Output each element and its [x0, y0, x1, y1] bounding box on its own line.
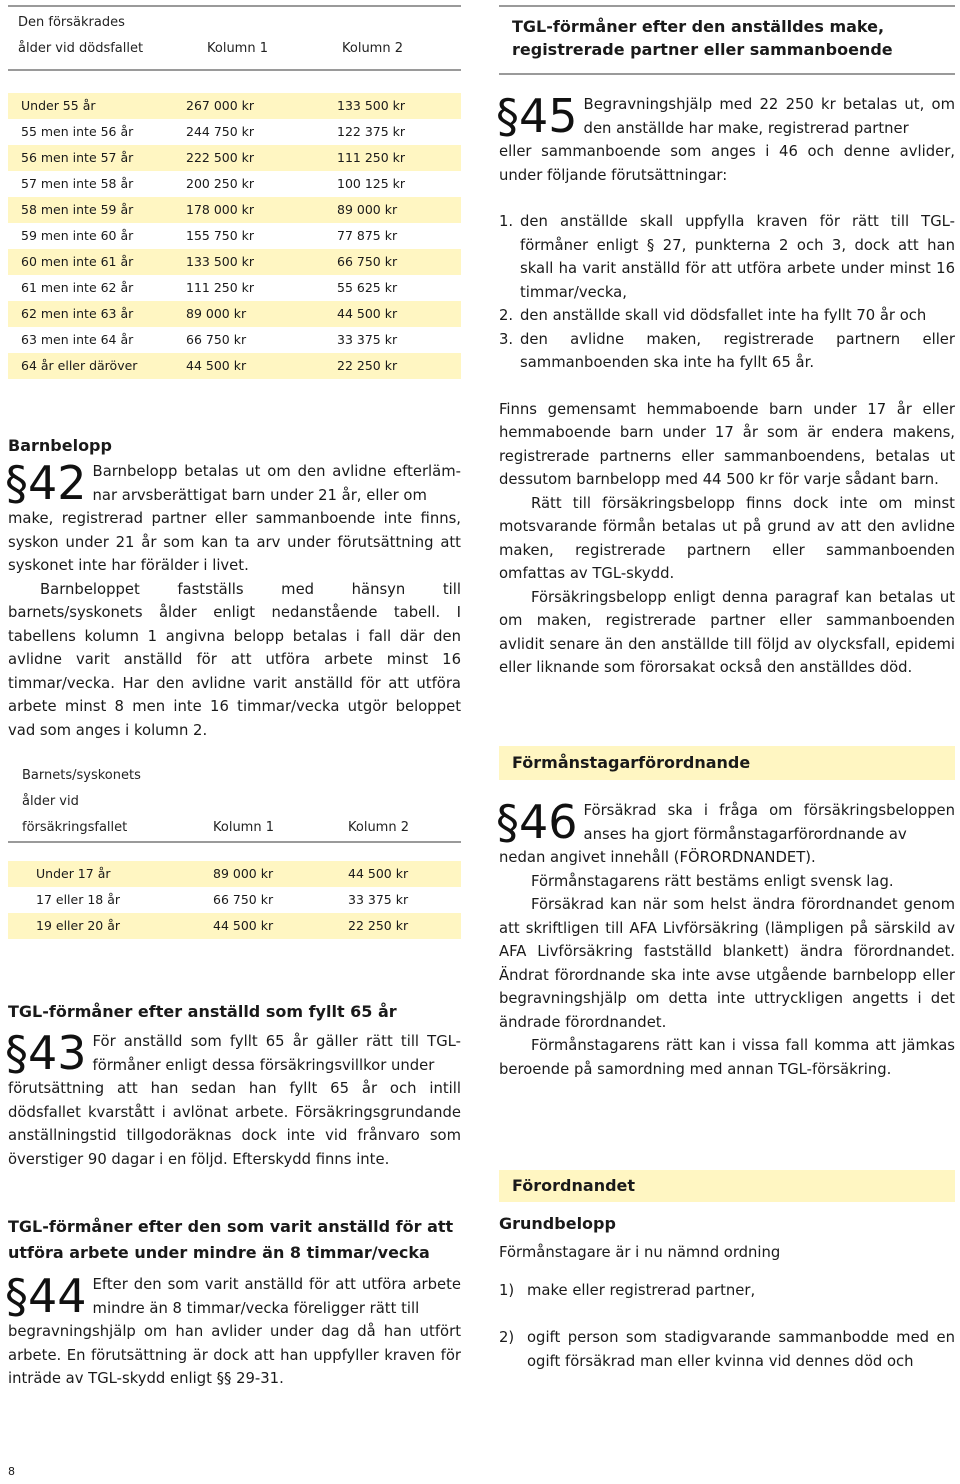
table2-header-kolumn2: Kolumn 2	[348, 820, 409, 835]
table1-body	[8, 93, 461, 379]
table2-header-age-line2: ålder vid	[22, 794, 79, 809]
kolumn2-cell: 44 500 kr	[348, 866, 409, 881]
kolumn1-cell: 178 000 kr	[186, 202, 255, 217]
list-text: make eller registrerad partner,	[527, 1281, 756, 1299]
table-row	[8, 249, 461, 275]
table-row	[8, 887, 461, 913]
kolumn2-cell: 122 375 kr	[337, 124, 406, 139]
section-42-table-text: Barnbeloppet fastställs med hänsyn till barnets/syskonets ålder enligt nedanstående tabell. I tabellens kolumn 1 angivna belopp betalas i fall där den avlidne varit anställd för att utföra arbete minst 16 timmar/vecka. Har den avlidne varit anställd för att utföra arbete minst 8 men inte 16 timmar/vecka utgör beloppet vad som anges i kolumn 2.	[8, 580, 461, 739]
kolumn1-cell: 222 500 kr	[186, 150, 255, 165]
beneficiary-list	[499, 1279, 955, 1374]
list-text: ogift person som stadigvarande sammanbodde med en ogift försäkrad man eller kvinna vid dennes död och	[527, 1329, 955, 1370]
table-row	[8, 223, 461, 249]
table1-header-age-line1: Den försäkrades	[18, 15, 125, 30]
barnbelopp-heading: Barnbelopp	[8, 436, 112, 455]
kolumn1-cell: 66 750 kr	[213, 892, 274, 907]
age-cell: Under 55 år	[21, 98, 96, 113]
section-44	[5, 1269, 461, 1391]
kolumn1-cell: 44 500 kr	[186, 358, 247, 373]
list-text: den anställde skall vid dödsfallet inte ha fyllt 70 år och	[520, 307, 927, 324]
formanstagarforordnande-heading: Förmånstagarförordnande	[499, 746, 955, 780]
table1-header-age-line2: ålder vid dödsfallet	[18, 41, 144, 56]
condition-item	[499, 210, 955, 304]
section-46-lead: Försäkrad ska i fråga om försäkringsbeloppen anses ha gjort förmånstagarförordnande av	[583, 802, 955, 843]
condition-item	[499, 304, 955, 328]
kolumn2-cell: 55 625 kr	[337, 280, 398, 295]
barnbelopp-section	[5, 436, 461, 742]
section-42-symbol: §42	[5, 456, 87, 510]
age-cell: 64 år eller däröver	[21, 358, 138, 373]
kolumn2-cell: 33 375 kr	[348, 892, 409, 907]
kolumn2-cell: 33 375 kr	[337, 332, 398, 347]
age-cell: 61 men inte 62 år	[21, 280, 134, 295]
section-45-heading: TGL-förmåner efter den anställdes make, registrerade partner eller sammanboende	[499, 5, 955, 75]
kolumn1-cell: 155 750 kr	[186, 228, 255, 243]
forordnandet-intro: Förmånstagare är i nu nämnd ordning	[499, 1244, 781, 1261]
table2-header-kolumn1: Kolumn 1	[213, 820, 274, 835]
table1	[8, 5, 461, 379]
section-46-swedish-law: Förmånstagarens rätt bestäms enligt svensk lag.	[531, 872, 894, 890]
kolumn1-cell: 111 250 kr	[186, 280, 255, 295]
section-45	[496, 89, 955, 187]
page-number: 8	[8, 1465, 15, 1478]
kolumn1-cell: 89 000 kr	[213, 866, 274, 881]
section-43-text: förutsättning att han sedan han fyllt 65 år och intill dödsfallet kvarstått i avlönat arbete. Försäkringsgrundande anställningstid tillgodoräknas dock inte vid frånvaro som överstiger 90 dagar i en följd. Efterskydd finns inte.	[8, 1080, 461, 1168]
section-44-symbol: §44	[5, 1269, 87, 1323]
section-43-block	[5, 1002, 461, 1171]
section-43-heading: TGL-förmåner efter anställd som fyllt 65 år	[8, 1002, 397, 1021]
age-cell: 63 men inte 64 år	[21, 332, 134, 347]
section-46-symbol: §46	[496, 795, 578, 849]
section-43-number: 43	[28, 1026, 87, 1080]
list-text: den anställde skall uppfylla kraven för rätt till TGL-förmåner enligt § 27, punkterna 2 och 3, dock att han skall ha varit anställd för att utföra arbete under minst 16 timmar/vecka,	[520, 213, 955, 301]
kolumn1-cell: 267 000 kr	[186, 98, 255, 113]
list-text: den avlidne maken, registrerade partnern eller sammanboenden ska inte ha fyllt 65 år.	[520, 330, 955, 371]
section-42-number: 42	[28, 456, 87, 510]
age-cell: 59 men inte 60 år	[21, 228, 134, 243]
section-46-change-text: Försäkrad kan när som helst ändra förordnandet genom att skriftligen till AFA Livförsäkring (lämpligen på särskild av AFA Livförsäkring fastställd blankett) ändra förordnandet. Ändrat förordnande ska inte avse utgående barnbelopp eller begravningshjälp om detta inte uttryckligen angetts i det ändrade förordnandet.	[499, 896, 955, 1031]
kolumn2-cell: 22 250 kr	[337, 358, 398, 373]
section-43-symbol: §43	[5, 1026, 87, 1080]
table2	[8, 764, 461, 939]
section-44-heading: TGL-förmåner efter den som varit anställd för att utföra arbete under mindre än 8 timmar/vecka	[8, 1217, 454, 1262]
table-row	[8, 301, 461, 327]
table2-header	[8, 764, 461, 841]
age-cell: 57 men inte 58 år	[21, 176, 134, 191]
table-row	[8, 171, 461, 197]
section-45-number: 45	[519, 89, 578, 143]
section-42	[5, 456, 461, 742]
table2-header-age-line1: Barnets/syskonets	[22, 768, 141, 783]
table-row	[8, 93, 461, 119]
table-row	[8, 275, 461, 301]
kolumn2-cell: 111 250 kr	[337, 150, 406, 165]
list-number: 1)	[499, 1281, 515, 1299]
table2-header-age-line3: försäkringsfallet	[22, 820, 128, 835]
age-cell: Under 17 år	[36, 866, 111, 881]
table2-divider	[8, 841, 461, 843]
section-42-lead: Barnbelopp betalas ut om den avlidne efterlämnar arvsberättigat barn under 21 år, eller om	[92, 463, 461, 504]
table-row	[8, 119, 461, 145]
section-45-later-death-text: Försäkringsbelopp enligt denna paragraf kan betalas ut om maken, registrerade partner eller sammanboenden avlidit senare än den anställde till följd av olycksfall, epidemi eller liknande som förorsakat också den anställdes död.	[499, 588, 955, 676]
beneficiary-item	[499, 1279, 955, 1303]
section-45-symbol: §45	[496, 89, 578, 143]
list-number: 2.	[499, 307, 514, 324]
kolumn2-cell: 44 500 kr	[337, 306, 398, 321]
age-cell: 55 men inte 56 år	[21, 124, 134, 139]
age-cell: 56 men inte 57 år	[21, 150, 134, 165]
kolumn1-cell: 66 750 kr	[186, 332, 247, 347]
age-cell: 60 men inte 61 år	[21, 254, 134, 269]
section-43	[5, 1026, 461, 1171]
section-44-number: 44	[28, 1269, 87, 1323]
section-43-lead: För anställd som fyllt 65 år gäller rätt till TGL-förmåner enligt dessa försäkringsvillkor under	[92, 1033, 461, 1074]
list-number: 3.	[499, 330, 514, 348]
section-45-text: eller sammanboende som anges i 46 och denne avlider, under följande förutsättningar:	[499, 143, 955, 184]
kolumn1-cell: 133 500 kr	[186, 254, 255, 269]
section-45-barnbelopp-text: Finns gemensamt hemmaboende barn under 17 år eller hemmaboende barn under 17 år som är endera makens, registrerade partnerns eller sammanboendens, betalas ut dessutom barnbelopp med 44 500 kr för varje sådant barn.	[499, 400, 955, 488]
kolumn1-cell: 89 000 kr	[186, 306, 247, 321]
table-row	[8, 145, 461, 171]
section-46-number: 46	[519, 795, 578, 849]
section-46-coordination-text: Förmånstagarens rätt kan i vissa fall komma att jämkas beroende på samordning med annan TGL-försäkring.	[499, 1037, 955, 1078]
table-row	[8, 353, 461, 379]
table1-header-kolumn2: Kolumn 2	[342, 41, 403, 56]
table2-body	[8, 861, 461, 939]
list-number: 2)	[499, 1329, 515, 1346]
section-45-exception-text: Rätt till försäkringsbelopp finns dock inte om minst motsvarande förmån betalas ut på grund av att den avlidne maken, registrerade partnern eller sammanboenden omfattas av TGL-skydd.	[499, 494, 955, 582]
age-cell: 19 eller 20 år	[36, 918, 120, 933]
kolumn1-cell: 44 500 kr	[213, 918, 274, 933]
forordnandet-heading: Förordnandet	[499, 1170, 955, 1202]
grundbelopp-heading: Grundbelopp	[499, 1214, 616, 1233]
forordnandet-block	[499, 1170, 955, 1373]
table-row	[8, 197, 461, 223]
kolumn2-cell: 66 750 kr	[337, 254, 398, 269]
kolumn1-cell: 200 250 kr	[186, 176, 255, 191]
section-42-text: make, registrerad partner eller sammanboende inte finns, syskon under 21 år som kan ta arv under förutsättning att syskonet inte har förälder i livet.	[8, 510, 461, 574]
table-row	[8, 913, 461, 939]
table1-header	[8, 7, 461, 69]
kolumn2-cell: 22 250 kr	[348, 918, 409, 933]
kolumn1-cell: 244 750 kr	[186, 124, 255, 139]
section-46-block	[496, 746, 955, 1081]
table1-divider	[8, 69, 461, 71]
section-46-text: nedan angivet innehåll (FÖRORDNANDET).	[499, 849, 816, 866]
age-cell: 17 eller 18 år	[36, 892, 120, 907]
age-cell: 62 men inte 63 år	[21, 306, 134, 321]
section-44-text: begravningshjälp om han avlider under dag då han utfört arbete. En förutsättning är dock att han uppfyller kraven för inträde av TGL-skydd enligt §§ 29-31.	[8, 1323, 461, 1387]
section-46	[496, 795, 955, 1081]
section-45-block	[496, 5, 955, 680]
kolumn2-cell: 89 000 kr	[337, 202, 398, 217]
age-cell: 58 men inte 59 år	[21, 202, 134, 217]
kolumn2-cell: 133 500 kr	[337, 98, 406, 113]
list-number: 1.	[499, 213, 514, 230]
kolumn2-cell: 77 875 kr	[337, 228, 398, 243]
section-44-block	[5, 1214, 461, 1391]
table-row	[8, 327, 461, 353]
section-45-conditions	[499, 210, 955, 375]
beneficiary-item	[499, 1326, 955, 1373]
section-45-lead: Begravningshjälp med 22 250 kr betalas ut, om den anställde har make, registrerad partner	[583, 96, 955, 137]
table-row	[8, 861, 461, 887]
condition-item	[499, 328, 955, 375]
kolumn2-cell: 100 125 kr	[337, 176, 406, 191]
section-44-lead: Efter den som varit anställd för att utföra arbete mindre än 8 timmar/vecka föreligger rätt till	[92, 1276, 461, 1317]
table1-header-kolumn1: Kolumn 1	[207, 41, 268, 56]
